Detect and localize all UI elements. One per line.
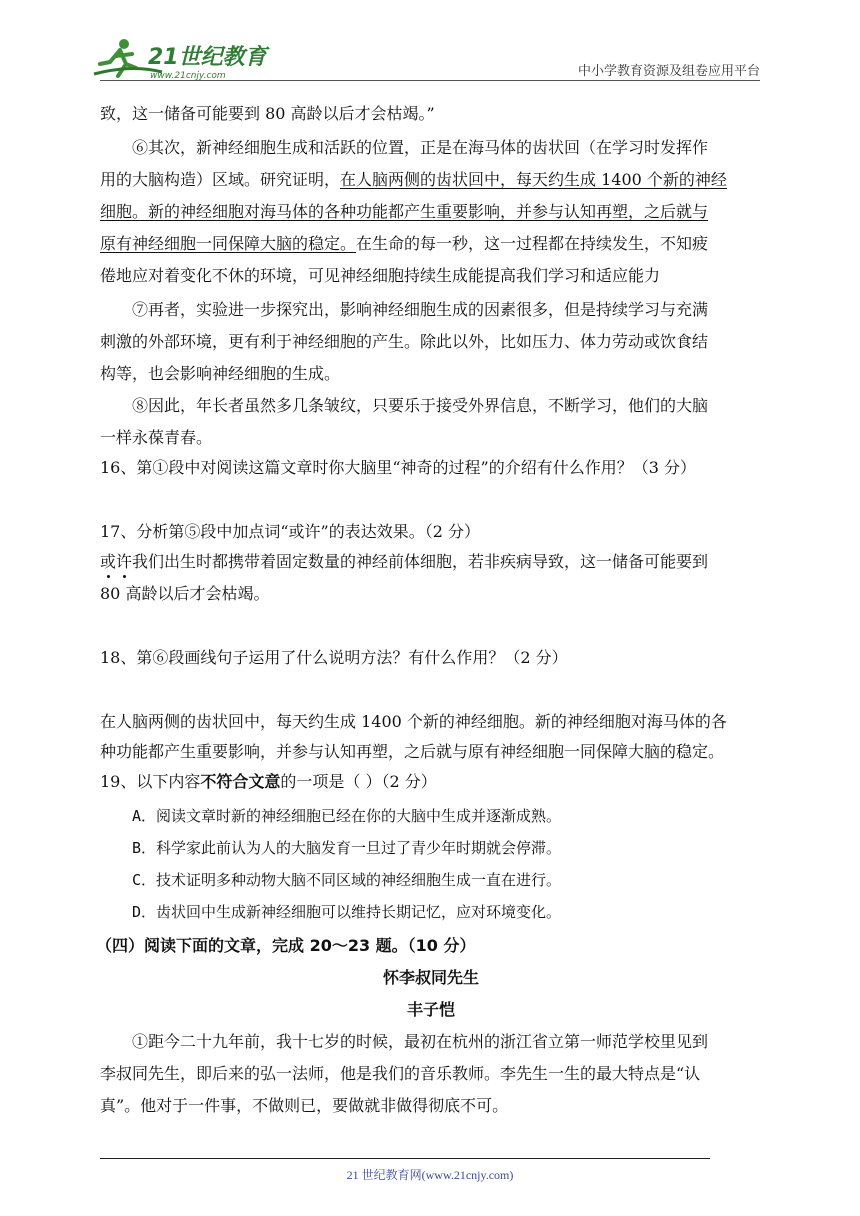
question-16: 16、第①段中对阅读这篇文章时你大脑里“神奇的过程”的介绍有什么作用？（3 分） bbox=[100, 458, 696, 477]
paragraph-6-line-2 bbox=[100, 170, 762, 190]
article-paragraph-1-line-2: 李叔同先生，即后来的弘一法师，他是我们的音乐教师。李先生一生的最大特点是“认 bbox=[100, 1064, 701, 1083]
logo-url: www.21cnjy.com bbox=[150, 71, 226, 81]
option-a: A．阅读文章时新的神经细胞已经在你的大脑中生成并逐渐成熟。 bbox=[132, 807, 562, 825]
text: 在生命的每一秒，这一过程都在持续发生，不知疲 bbox=[356, 234, 709, 253]
paragraph-7-line-3: 构等，也会影响神经细胞的生成。 bbox=[100, 364, 341, 383]
option-c: C．技术证明多种动物大脑不同区域的神经细胞生成一直在进行。 bbox=[132, 871, 562, 889]
paragraph-6-line-4 bbox=[100, 234, 762, 254]
site-logo bbox=[92, 34, 272, 84]
article-author: 丰子恺 bbox=[406, 1000, 455, 1019]
underlined-sentence: 在人脑两侧的齿状回中，每天约生成 1400 个新的神经 bbox=[340, 170, 727, 189]
question-17: 17、分析第⑤段中加点词“或许”的表达效果。（2 分） bbox=[100, 522, 480, 541]
option-d: D．齿状回中生成新神经细胞可以维持长期记忆，应对环境变化。 bbox=[132, 903, 562, 921]
paragraph-6-line-5: 倦地应对着变化不休的环境，可见神经细胞持续生成能提高我们学习和适应能力 bbox=[100, 266, 661, 285]
emphasis-dot-char: 许 bbox=[116, 552, 133, 571]
paragraph-8-line-2: 一样永葆青春。 bbox=[100, 428, 213, 447]
option-b: B．科学家此前认为人的大脑发育一旦过了青少年时期就会停滞。 bbox=[132, 839, 562, 857]
text: 19、以下内容 bbox=[100, 772, 201, 791]
question-18: 18、第⑥段画线句子运用了什么说明方法？有什么作用？（2 分） bbox=[100, 648, 568, 667]
footer-divider bbox=[100, 1158, 710, 1159]
paragraph-8-line-1: ⑧因此，年长者虽然多几条皱纹，只要乐于接受外界信息，不断学习，他们的大脑 bbox=[132, 396, 709, 415]
text: 的一项是（ ）（2 分） bbox=[280, 772, 437, 791]
footer-text: 21 世纪教育网(www.21cnjy.com) bbox=[346, 1168, 514, 1182]
article-title: 怀李叔同先生 bbox=[382, 968, 479, 987]
header-divider bbox=[100, 80, 760, 81]
text: 用的大脑构造）区域。研究证明， bbox=[100, 170, 341, 189]
paragraph-5-end: 致，这一储备可能要到 80 高龄以后才会枯竭。” bbox=[100, 104, 435, 123]
question-18-quote-line-1: 在人脑两侧的齿状回中，每天约生成 1400 个新的神经细胞。新的神经细胞对海马体的各 bbox=[100, 712, 727, 731]
underlined-sentence: 原有神经细胞一同保障大脑的稳定。 bbox=[100, 234, 357, 253]
paragraph-7-line-2: 刺激的外部环境，更有利于神经细胞的产生。除此以外，比如压力、体力劳动或饮食结 bbox=[100, 332, 709, 351]
article-paragraph-1-line-3: 真”。他对于一件事，不做则已，要做就非做得彻底不可。 bbox=[100, 1096, 509, 1115]
question-17-quote-line-1 bbox=[100, 552, 762, 572]
platform-name: 中小学教育资源及组卷应用平台 bbox=[577, 64, 760, 79]
paragraph-6-line-3 bbox=[100, 202, 762, 222]
emphasis-dot-char: 或 bbox=[100, 552, 117, 571]
bold-keyword: 不符合文意 bbox=[200, 772, 281, 791]
underlined-sentence: 细胞。新的神经细胞对海马体的各种功能都产生重要影响，并参与认知再塑，之后就与 bbox=[100, 202, 709, 221]
logo-brand: 21世纪教育 bbox=[148, 45, 267, 70]
question-19 bbox=[100, 772, 762, 792]
paragraph-6-line-1: ⑥其次，新神经细胞生成和活跃的位置，正是在海马体的齿状回（在学习时发挥作 bbox=[132, 138, 709, 157]
article-paragraph-1-line-1: ①距今二十九年前，我十七岁的时候，最初在杭州的浙江省立第一师范学校里见到 bbox=[132, 1032, 709, 1051]
section-heading: （四）阅读下面的文章，完成 20～23 题。（10 分） bbox=[96, 936, 476, 955]
paragraph-7-line-1: ⑦再者，实验进一步探究出，影响神经细胞生成的因素很多，但是持续学习与充满 bbox=[132, 300, 709, 319]
text: 我们出生时都携带着固定数量的神经前体细胞，若非疾病导致，这一储备可能要到 bbox=[132, 552, 709, 571]
question-17-quote-line-2: 80 高龄以后才会枯竭。 bbox=[100, 584, 270, 603]
question-18-quote-line-2: 种功能都产生重要影响，并参与认知再塑，之后就与原有神经细胞一同保障大脑的稳定。 bbox=[100, 742, 725, 761]
